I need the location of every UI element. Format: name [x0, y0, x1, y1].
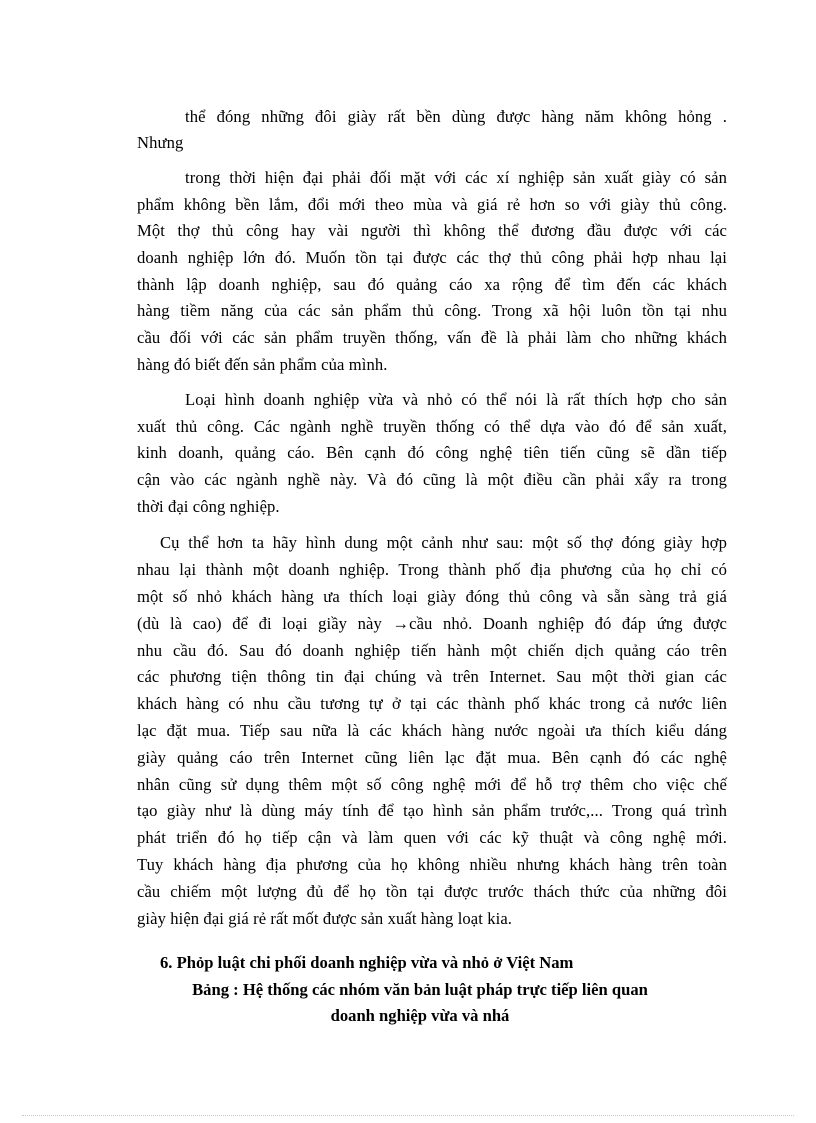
paragraph-4-line-14: cầu chiếm một lượng đủ để họ tồn tại được trước thách thức của những đôi [137, 882, 727, 901]
table-caption-line-2: doanh nghiệp vừa và nhá [330, 1006, 510, 1025]
paragraph-3-line-1: Loại hình doanh nghiệp vừa và nhỏ có thể nói là rất thích hợp cho sản [185, 390, 727, 409]
paragraph-4-line-9: giày quảng cáo trên Internet cũng liên lạc đặt mua. Bên cạnh đó các nghệ [137, 748, 727, 767]
paragraph-2-line-6: hàng tiềm năng của các sản phẩm thủ công. Trong xã hội luôn tồn tại nhu [137, 301, 727, 320]
paragraph-4-line-1: Cụ thể hơn ta hãy hình dung một cảnh như sau: một số thợ đóng giày hợp [160, 533, 727, 552]
paragraph-2-line-4: doanh nghiệp lớn đó. Muốn tồn tại được các thợ thủ công phải hợp nhau lại [137, 248, 727, 267]
paragraph-4-line-13: Tuy khách hàng địa phương của họ không nhiều nhưng khách hàng trên toàn [137, 855, 727, 874]
paragraph-4-line-15: giày hiện đại giá rẻ rất mốt được sản xuất hàng loạt kia. [137, 909, 513, 928]
paragraph-2-line-3: Một thợ thủ công hay vài người thì không thể đương đầu được với các [137, 221, 727, 240]
page-bottom-rule [22, 1115, 794, 1116]
paragraph-2-line-8: hàng đó biết đến sản phẩm của mình. [137, 355, 388, 374]
paragraph-2-line-1: trong thời hiện đại phải đối mặt với các xí nghiệp sản xuất giày có sản [185, 168, 727, 187]
paragraph-3-line-5: thời đại công nghiệp. [137, 497, 280, 516]
paragraph-4-line-5: nhu cầu đó. Sau đó doanh nghiệp tiến hành một chiến dịch quảng cáo trên [137, 641, 727, 660]
paragraph-3-line-3: kinh doanh, quảng cáo. Bên cạnh đó công nghệ tiên tiến cũng sẽ dần tiếp [137, 443, 727, 462]
paragraph-4-line-10: nhân cũng sử dụng thêm một số công nghệ mới để hỗ trợ thêm cho việc chế [137, 775, 727, 794]
paragraph-3-line-4: cận vào các ngành nghề này. Và đó cũng là một điều cần phải xẩy ra trong [137, 470, 727, 489]
paragraph-4-line-8: lạc đặt mua. Tiếp sau nữa là các khách hàng nước ngoài ưa thích kiểu dáng [137, 721, 727, 740]
paragraph-4-line-12: phát triển đó họ tiếp cận và làm quen với các kỹ thuật và công nghệ mới. [137, 828, 727, 847]
paragraph-1-line-1: thể đóng những đôi giày rất bền dùng được hàng năm không hỏng . [185, 107, 727, 126]
table-caption-line-1: Bảng : Hệ thống các nhóm văn bản luật pháp trực tiếp liên quan [192, 980, 648, 999]
paragraph-4-line-7: khách hàng có nhu cầu tương tự ở tại các thành phố khác trong cả nước liên [137, 694, 727, 713]
paragraph-4-line-11: tạo giày như là dùng máy tính để tạo hình sản phẩm trước,... Trong quá trình [137, 801, 727, 820]
paragraph-4-line-4: (dù là cao) để đi loại giầy này →cầu nhỏ. Doanh nghiệp đó đáp ứng được [137, 614, 727, 633]
paragraph-1-line-2: Nhưng [137, 133, 184, 152]
paragraph-2-line-7: cầu đối với các sản phẩm truyền thống, vấn đề là phải làm cho những khách [137, 328, 727, 347]
section-heading: 6. Phỏp luật chi phối doanh nghiệp vừa và nhỏ ở Việt Nam [160, 953, 574, 972]
paragraph-4-line-6: các phương tiện thông tin đại chúng và trên Internet. Sau một thời gian các [137, 667, 727, 686]
paragraph-2-line-5: thành lập doanh nghiệp, sau đó quảng cáo xa rộng để tìm đến các khách [137, 275, 727, 294]
paragraph-4-line-3: một số nhỏ khách hàng ưa thích loại giày đóng thủ công và sẵn sàng trả giá [137, 587, 727, 606]
paragraph-2-line-2: phẩm không bền lắm, đổi mới theo mùa và giá rẻ hơn so với giày thủ công. [137, 195, 727, 214]
paragraph-4-line-2: nhau lại thành một doanh nghiệp. Trong thành phố địa phương của họ chỉ có [137, 560, 727, 579]
paragraph-3-line-2: xuất thủ công. Các ngành nghề truyền thống có thể dựa vào đó để sản xuất, [137, 417, 727, 436]
